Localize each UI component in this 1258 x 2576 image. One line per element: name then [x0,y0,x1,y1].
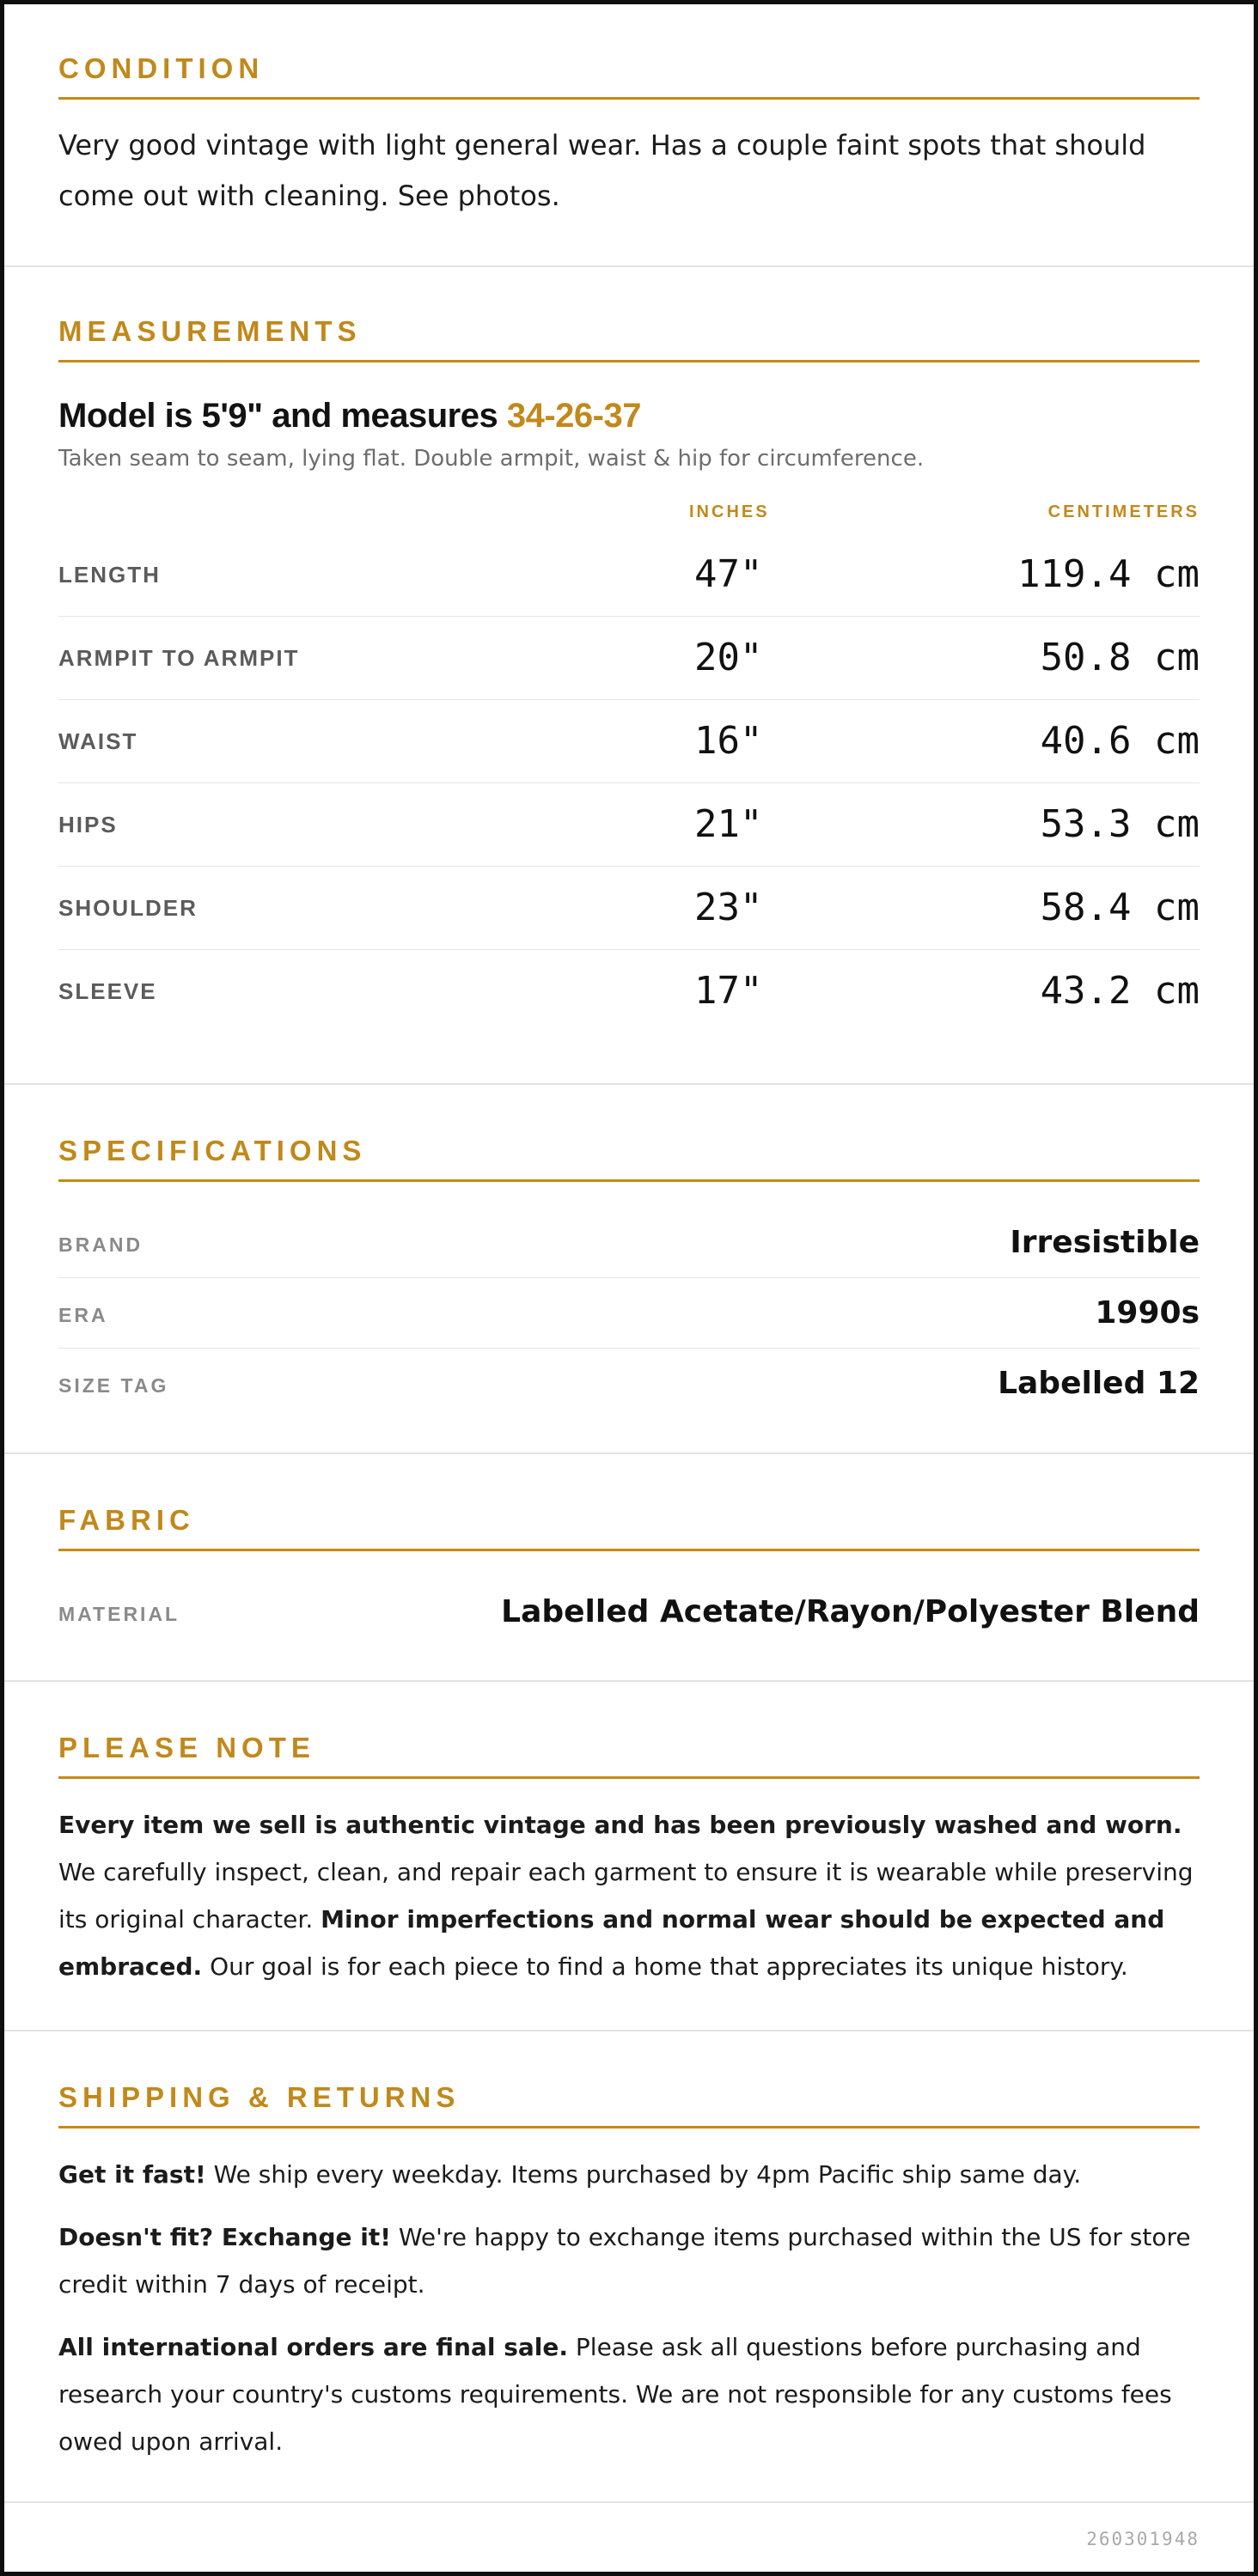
measurement-column-headers [58,480,1200,533]
fabric-heading: FABRIC [58,1504,1200,1551]
spec-row-size-tag [58,1349,1200,1419]
shipping-paragraph-international [58,2323,1200,2465]
condition-text: Very good vintage with light general wear. Has a couple faint spots that should come out with cleaning. See photos. [58,129,1146,212]
note-bold-1: Every item we sell is authentic vintage and has been previously washed and worn. [58,1811,1182,1839]
fabric-label: MATERIAL [58,1603,180,1625]
measurement-inches: 47" [694,552,763,596]
note-text-1: We carefully inspect, clean, and repair each garment to ensure it is wearable while preserving its original character. [58,1858,1194,1934]
please-note-section [4,1682,1254,2031]
measurement-note: Taken seam to seam, lying flat. Double armpit, waist & hip for circumference. [58,446,925,472]
shipping-bold: Doesn't fit? Exchange it! [58,2223,391,2251]
shipping-text-span: We ship every weekday. Items purchased by 4pm Pacific ship same day. [205,2160,1082,2189]
footer [4,2503,1254,2573]
condition-section [4,4,1254,267]
measurement-inches: 17" [694,969,763,1013]
item-code: 260301948 [1086,2529,1200,2549]
model-prefix: Model is 5'9" and measures [58,397,507,435]
measurement-inches: 23" [694,886,763,929]
note-text-2: Our goal is for each piece to find a home that appreciates its unique history. [202,1952,1128,1981]
spec-label: BRAND [58,1233,144,1256]
specifications-heading: SPECIFICATIONS [58,1135,1200,1182]
measurement-cm: 50.8 cm [1040,636,1200,679]
centimeters-column-header: CENTIMETERS [1047,502,1200,521]
measurement-cm: 58.4 cm [1040,886,1200,929]
measurement-cm: 53.3 cm [1040,802,1200,846]
fabric-value: Labelled Acetate/Rayon/Polyester Blend [501,1594,1200,1629]
measurement-label: WAIST [58,728,138,754]
measurement-cm: 119.4 cm [1017,552,1200,596]
measurement-label: ARMPIT TO ARMPIT [58,645,300,671]
measurement-row [58,950,1200,1033]
measurement-row [58,867,1200,950]
model-measures-value: 34-26-37 [506,397,641,435]
shipping-text-span: We're happy to exchange items purchased within the US for store credit within 7 days of receipt. [58,2223,1191,2299]
spec-row-era [58,1278,1200,1349]
measurement-cm: 40.6 cm [1040,719,1200,763]
spec-row-brand [58,1208,1200,1278]
measurement-inches: 16" [694,719,763,763]
shipping-paragraph-exchange [58,2214,1200,2308]
specifications-section [4,1085,1254,1454]
shipping-text [58,2151,1200,2465]
measurement-inches: 20" [694,636,763,679]
measurement-cm: 43.2 cm [1040,969,1200,1013]
shipping-bold: All international orders are final sale. [58,2333,569,2361]
fabric-section [4,1454,1254,1682]
please-note-text [58,1801,1200,1990]
measurement-row [58,700,1200,783]
measurement-label: HIPS [58,812,118,837]
shipping-bold: Get it fast! [58,2160,206,2189]
please-note-heading: PLEASE NOTE [58,1732,1200,1779]
measurement-label: SHOULDER [58,895,198,921]
measurements-section [4,267,1254,1085]
fabric-row-material [58,1577,1200,1647]
model-measures-line [58,397,1200,435]
measurement-inches: 21" [694,802,763,846]
spec-label: SIZE TAG [58,1374,169,1397]
measurement-row [58,617,1200,700]
measurement-label: SLEEVE [58,978,157,1004]
spec-value: 1990s [1095,1295,1200,1331]
shipping-paragraph-fast [58,2151,1200,2198]
shipping-text-span: Please ask all questions before purchasing and research your country's customs requirements. We are not responsible for any customs fees owed upon arrival. [58,2333,1172,2456]
spec-value: Irresistible [1010,1225,1200,1260]
condition-heading: CONDITION [58,52,1200,100]
shipping-returns-section [4,2031,1254,2503]
spec-label: ERA [58,1304,108,1326]
shipping-heading: SHIPPING & RETURNS [58,2081,1200,2128]
measurement-row [58,533,1200,617]
spec-value: Labelled 12 [998,1366,1200,1401]
measurement-row [58,783,1200,867]
note-bold-2: Minor imperfections and normal wear should be expected and embraced. [58,1905,1165,1981]
measurements-heading: MEASUREMENTS [58,315,1200,362]
inches-column-header: INCHES [689,502,770,521]
measurement-label: LENGTH [58,562,161,588]
